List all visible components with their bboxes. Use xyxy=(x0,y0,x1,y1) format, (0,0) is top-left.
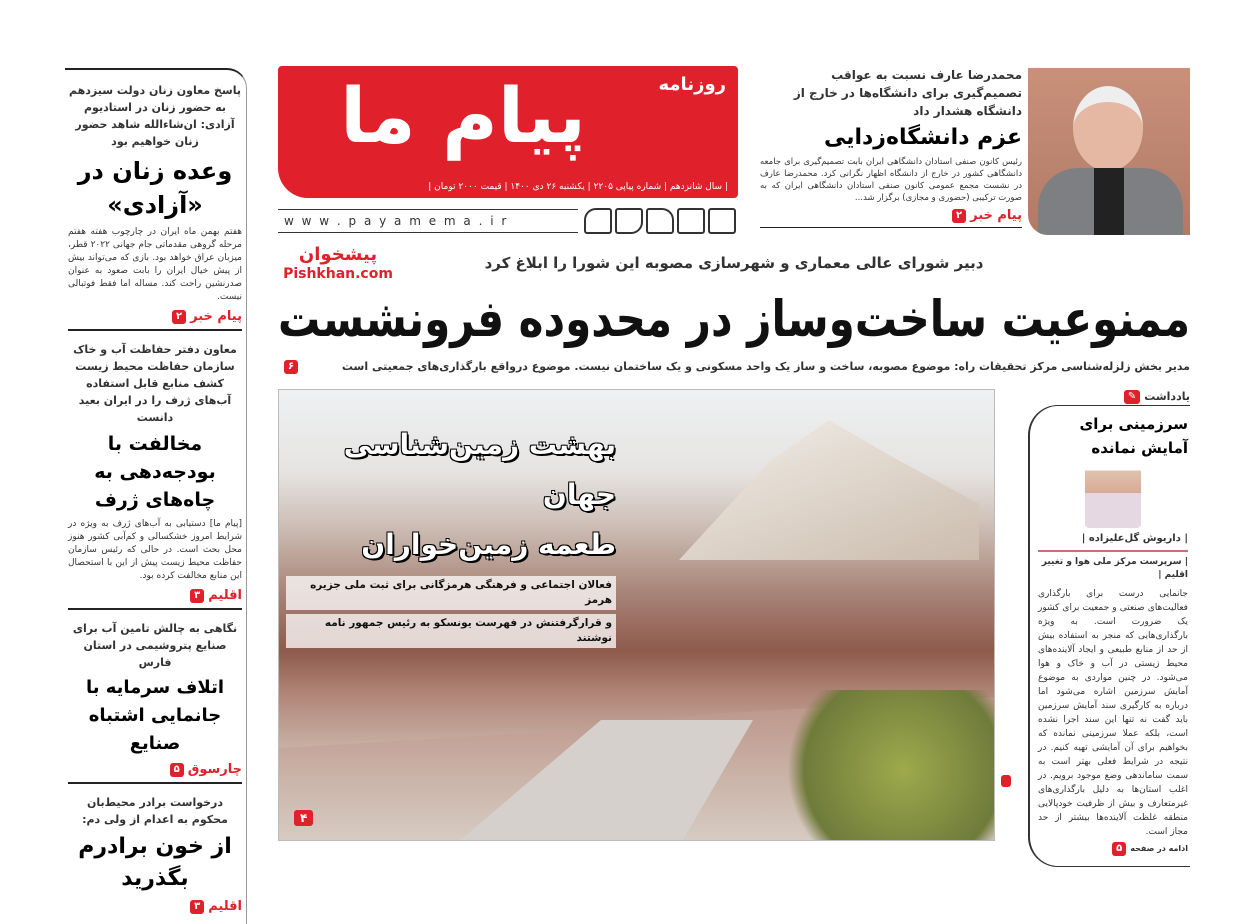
main-photo[interactable] xyxy=(278,389,995,841)
kicker: معاون دفتر حفاظت آب و خاک سازمان حفاظت محیط زیست کشف منابع قابل استفاده آب‌های ژرف را در ایران بعید دانست xyxy=(73,343,237,424)
photo-headline-2: طعمه زمین‌خواران xyxy=(361,528,616,561)
watermark: پیشخوان Pishkhan.com xyxy=(283,243,393,282)
lead-kicker: دبیر شورای عالی معماری و شهرسازی مصوبه این شورا را ابلاغ کرد xyxy=(484,254,984,272)
editorial[interactable] xyxy=(1028,405,1190,867)
lead-headline[interactable]: ممنوعیت ساخت‌وساز در محدوده فرونشست xyxy=(277,290,1190,348)
main-area xyxy=(278,66,1190,867)
masthead-logo-text: پیام ما xyxy=(340,71,586,160)
kicker: نگاهی به چالش تامین آب برای صنایع پتروشیمی در استان فارس xyxy=(72,622,238,669)
bottom-row xyxy=(278,389,1190,867)
headline: وعده زنان در «آزادی» xyxy=(77,157,233,219)
website-row xyxy=(278,208,738,234)
divider xyxy=(68,782,242,784)
left-story-4[interactable] xyxy=(68,794,242,916)
photo-caption-2: و قرارگرفتنش در فهرست یونسکو به رئیس جمهور نامه نوشتند xyxy=(286,614,616,648)
photo-story[interactable] xyxy=(286,420,616,648)
top-story-photo[interactable] xyxy=(1028,68,1190,235)
headline: مخالفت با بودجه‌دهی به چاه‌های ژرف xyxy=(94,433,216,511)
page-badge: ۲ xyxy=(952,209,966,223)
continued-label: ادامه در صفحه xyxy=(1130,844,1188,853)
page-badge: ۵ xyxy=(170,763,184,777)
lead-subhead: مدیر بخش زلزله‌شناسی مرکز تحقیقات راه: موضوع مصوبه، ساخت و ساز یک واحد مسکونی و یک ساختمان نیست. موضوع درواقع بارگذاری‌های جمعیتی است xyxy=(341,360,1190,373)
divider xyxy=(1038,550,1188,552)
top-row xyxy=(278,66,1190,235)
photo-credit-badge xyxy=(1001,775,1011,787)
section-label: پیام خبر xyxy=(970,208,1022,223)
top-story[interactable] xyxy=(760,66,1022,228)
body: [پیام ما] دستیابی به آب‌های ژرف به ویژه در شرایط امروز خشکسالی و کم‌آبی کشور هنوز محل بحث است. در حالی که رئیس سازمان حفاظت محیط زیست پیش از این با استحصال این منابع مخالفت کرده بود. xyxy=(68,519,242,581)
left-column xyxy=(65,68,247,924)
headline: عزم دانشگاه‌زدایی xyxy=(823,125,1022,150)
masthead-boxes xyxy=(584,208,736,234)
lead-page-badge: ۶ xyxy=(284,360,298,374)
masthead-info: | سال شانزدهم | شماره پیاپی ۲۲۰۵ | یکشنبه ۲۶ دی ۱۴۰۰ | قیمت ۲۰۰۰ تومان | xyxy=(428,182,728,192)
masthead-prefix: روزنامه xyxy=(658,74,726,95)
left-story-2[interactable] xyxy=(68,341,242,610)
website-url[interactable]: w w w . p a y a m e m a . i r xyxy=(278,209,578,233)
left-story-3[interactable] xyxy=(68,620,242,784)
masthead xyxy=(278,66,738,234)
section-label: چارسوق xyxy=(187,762,242,777)
note-icon: ✎ xyxy=(1124,390,1140,404)
divider xyxy=(760,227,1022,228)
photo-credit-strip xyxy=(995,389,1028,867)
lead-subhead-row xyxy=(278,359,1190,375)
editorial-label: یادداشت ✎ xyxy=(1028,389,1190,405)
headline: از خون برادرم بگذرید xyxy=(78,834,232,891)
body: رئیس کانون صنفی استادان دانشگاهی ایران بابت تصمیم‌گیری برای جامعه دانشگاهی کشور در خارج از دانشگاه اظهار نگرانی کرد. محمدرضا عارف در نشست مجمع عمومی کانون صنفی استادان دانشگاهی ایران که به صورت ترکیبی (حضوری و مجازی) برگزار شد... xyxy=(760,157,1022,203)
editorial-body: جانمایی درست برای بارگذاری فعالیت‌های صنعتی و جمعیت برای کشور یک ضرورت است. به ویژه بارگذاری‌هایی که منجر به استفاده بیش از حد از منابع طبیعی و ایجاد آلاینده‌های محیط زیستی در آب و خاک و هوا می‌شود. در چنین مواردی به موضوع آمایش سرزمین اشاره می‌شود اما درباره به کارگیری سند آمایش سرزمین باید گفت نه تنها این سند اجرا نشده است، بلکه عملا سرزمینی نمانده که بخواهیم برای آن آمایشی تهیه کنیم. در نتیجه در شرایط فعلی بهتر است به سمت ساماندهی وضع موجود برویم. در اغلب استان‌ها به دلیل بارگذاری‌های غیرمتعارف و بیش از ظرفیت خودپالایی منطقه غلظت آلاینده‌ها بیشتر از حد مجاز است. xyxy=(1038,589,1188,837)
lead-kicker-row xyxy=(278,243,1190,283)
editorial-headline: سرزمینی برای آمایش نمانده xyxy=(1079,415,1188,457)
section-label: اقلیم xyxy=(208,899,242,914)
photo-headline-1: بهشت زمین‌شناسی جهان xyxy=(343,428,616,511)
editorial-column xyxy=(1028,389,1190,867)
page-badge: ۲ xyxy=(172,310,186,324)
section-label: اقلیم xyxy=(208,588,242,603)
kicker: درخواست برادر محیط‌بان محکوم به اعدام از ولی دم: xyxy=(82,796,228,826)
headline: اتلاف سرمایه با جانمایی اشتباه صنایع xyxy=(85,677,225,754)
page-badge: ۳ xyxy=(190,589,204,603)
divider xyxy=(68,608,242,610)
photo-page-badge: ۴ xyxy=(294,810,313,826)
kicker: پاسخ معاون زنان دولت سیزدهم به حضور زنان در استادیوم آزادی: ان‌شاءالله شاهد حضور زنان خواهیم بود xyxy=(69,84,241,148)
author-photo xyxy=(1085,464,1141,528)
page-badge: ۳ xyxy=(190,900,204,914)
photo-caption-1: فعالان اجتماعی و فرهنگی هرمزگانی برای ثبت ملی جزیره هرمز xyxy=(286,576,616,610)
author-role: | سرپرست مرکز ملی هوا و تغییر اقلیم | xyxy=(1041,557,1188,580)
kicker: محمدرضا عارف نسبت به عواقب تصمیم‌گیری برای دانشگاه‌ها در خارج از دانشگاه هشدار داد xyxy=(793,68,1022,118)
page-badge: ۵ xyxy=(1112,842,1126,856)
masthead-logo[interactable] xyxy=(278,66,738,198)
body: هفتم بهمن ماه ایران در چارچوب هفته هفتم مرحله گروهی مقدماتی جام جهانی ۲۰۲۲ قطر، میزبان عراق خواهد بود. بازی که می‌تواند بیش از پیش خیال ایران را بابت صعود به عنوان صدرنشین راحت کند. مساله اما فقط فوتبالی نیست. xyxy=(68,227,242,302)
section-label: پیام خبر xyxy=(190,309,242,324)
author-name: | داریوش گل‌علیزاده | xyxy=(1081,533,1188,544)
